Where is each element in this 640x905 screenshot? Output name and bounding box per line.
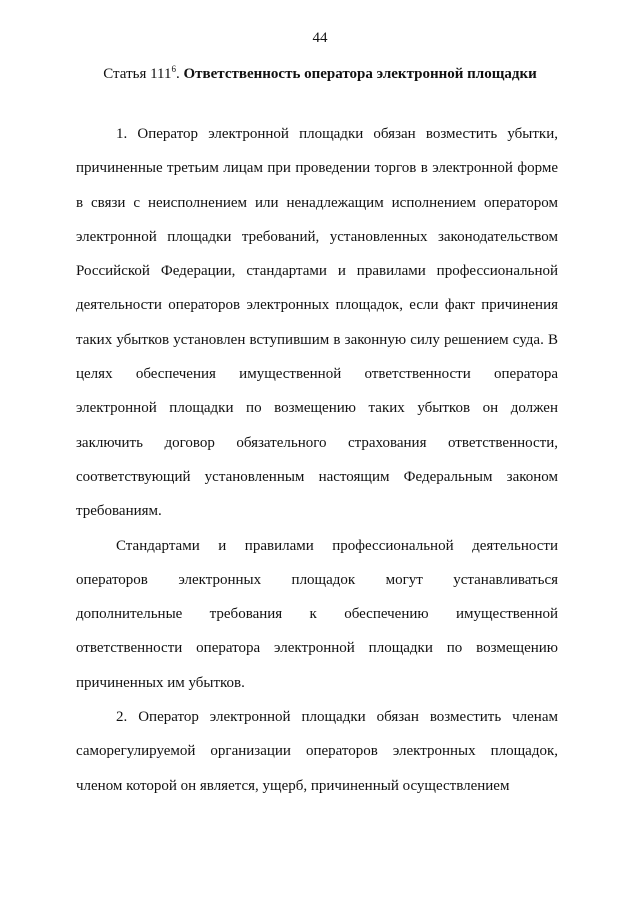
article-label-superscript: 6 xyxy=(171,64,176,74)
article-title: Ответственность оператора электронной площадки xyxy=(183,66,537,82)
article-body xyxy=(76,117,558,803)
paragraph-3: 2. Оператор электронной площадки обязан возместить членам саморегулируемой организации операторов электронных площадок, членом которой он является, ущерб, причиненный осуществлением xyxy=(76,709,558,794)
article-heading xyxy=(0,66,640,83)
page-number: 44 xyxy=(312,30,328,46)
paragraph-1: 1. Оператор электронной площадки обязан возместить убытки, причиненные третьим лицам при проведении торгов в электронной форме в связи с неисполнением или ненадлежащим исполнением оператором электронной площадки требований, установленных законодательством Российской Федерации, стандартами и правилами профессиональной деятельности операторов электронных площадок, если факт причинения таких убытков установлен вступившим в законную силу решением суда. В целях обеспечения имущественной ответственности оператора электронной площадки по возмещению таких убытков он должен заключить договор обязательного страхования ответственности, соответствующий установленным настоящим Федеральным законом требованиям. xyxy=(76,126,558,520)
paragraph-2: Стандартами и правилами профессиональной деятельности операторов электронных площадок могут устанавливаться дополнительные требования к обеспечению имущественной ответственности оператора электронной площадки по возмещению причиненных им убытков. xyxy=(76,537,558,691)
article-label-separator: . xyxy=(176,66,180,82)
article-label: Статья 111 xyxy=(103,66,172,82)
